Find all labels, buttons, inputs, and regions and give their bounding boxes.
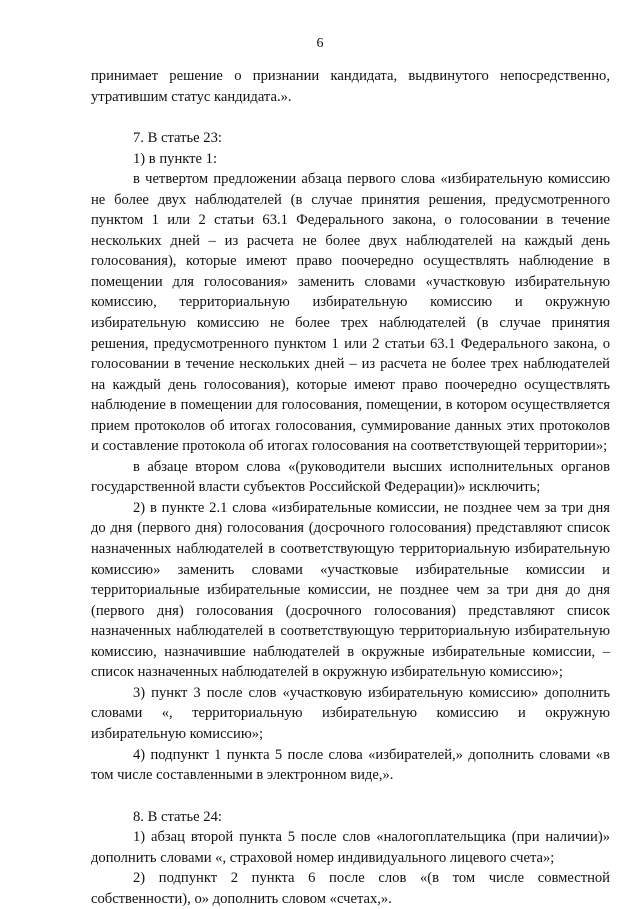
section-heading: 8. В статье 24: [133, 808, 222, 825]
paragraph: 4) подпункт 1 пункта 5 после слова «избирателей,» дополнить словами «в том числе составленными в электронном виде,». [91, 746, 610, 784]
paragraph: 3) пункт 3 после слов «участковую избирательную комиссию» дополнить словами «, территориальную избирательную комиссию и окружную избирательную комиссию»; [91, 684, 610, 742]
paragraph: 2) подпункт 2 пункта 6 после слов «(в том числе совместной собственности), о» дополнить словом «счетах,». [91, 870, 610, 907]
paragraph: в четвертом предложении абзаца первого слова «избирательную комиссию не более двух наблюдателей (в случае принятия решения, предусмотренного пунктом 1 или 2 статьи 63.1 Федерального закона, о голосовании в течение нескольких дней – из расчета не более двух наблюдателей на каждый день голосования), которые имеют право поочередно осуществлять наблюдение в помещении для голосования» заменить словами «участковую избирательную комиссию, территориальную избирательную комиссию и окружную избирательную комиссию не более трех наблюдателей (в случае принятия решения, предусмотренного пунктом 1 или 2 статьи 63.1 Федерального закона, о голосовании в течение нескольких дней – из расчета не более трех наблюдателей на каждый день голосования), которые имеют право поочередно осуществлять наблюдение в помещении для голосования, помещении, в котором осуществляется прием протоколов об итогах голосования, суммирование данных этих протоколов и составление протокола об итогах голосования на соответствующей территории»; [91, 171, 610, 455]
paragraph: 1) абзац второй пункта 5 после слов «налогоплательщика (при наличии)» дополнить словами «, страховой номер индивидуального лицевого счета»; [91, 829, 610, 866]
paragraph: принимает решение о признании кандидата, выдвинутого непосредственно, утратившим статус кандидата.». [91, 68, 610, 105]
section-heading: 7. В статье 23: [133, 130, 222, 147]
subsection-heading: 1) в пункте 1: [133, 150, 218, 167]
paragraph: в абзаце втором слова «(руководители высших исполнительных органов государственной власти субъектов Российской Федерации)» исключить; [91, 458, 610, 496]
paragraph: 2) в пункте 2.1 слова «избирательные комиссии, не позднее чем за три дня до дня (первого дня) голосования (досрочного голосования) представляют список назначенных наблюдателей в соответствующую территориальную избирательную комиссию» заменить словами «участковые избирательные комиссии и территориальные избирательные комиссии, не позднее чем за три дня до дня (первого дня) голосования (досрочного голосования) представляют список назначенных наблюдателей в соответствующую территориальную избирательную комиссию, назначившие наблюдателей в окружные избирательные комиссии, – список назначенных наблюдателей в окружную избирательную комиссию»; [91, 499, 610, 681]
page-number: 6 [316, 36, 324, 51]
document-body [91, 66, 610, 909]
